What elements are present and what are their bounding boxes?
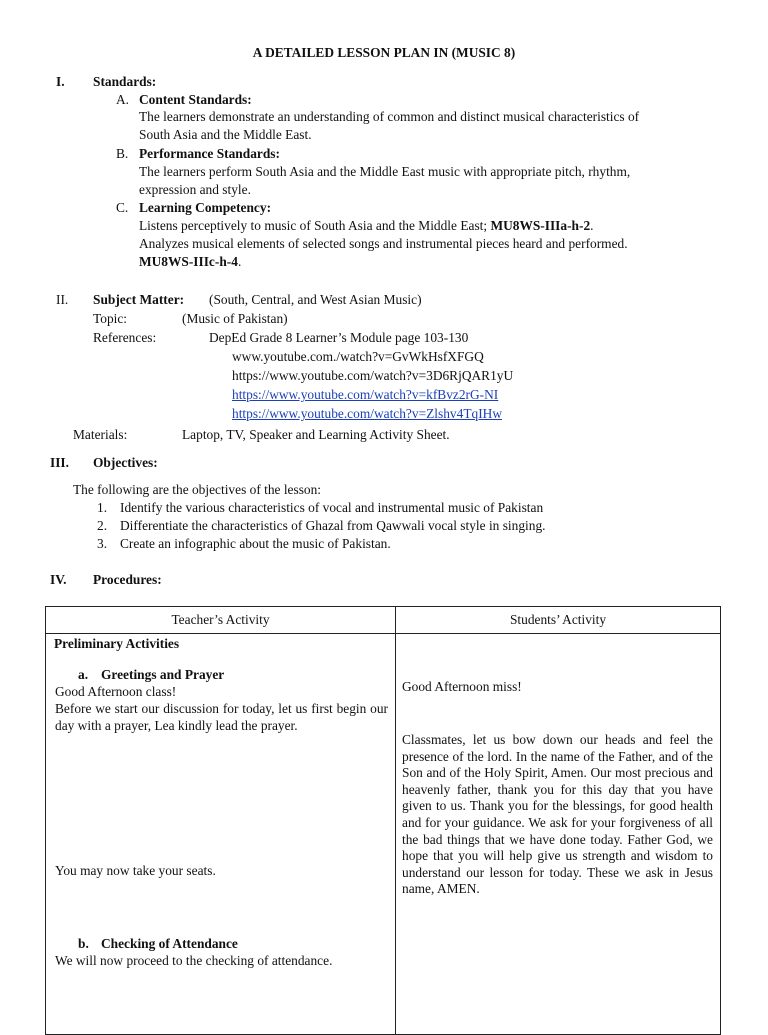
competency-text: Listens perceptively to music of South Asia and the Middle East; — [139, 218, 491, 233]
list-letter: A. — [116, 92, 130, 107]
students-activity-cell — [396, 634, 721, 1035]
student-prayer: Classmates, let us bow down our heads and feel the presence of the lord. In the name of the Father, and of the Son and of the Holy Spirit, Amen. Our most precious and heavenly father, thank you for this day that you have given to us. Thank you for the blessings, for good health and for your guidance. We ask for your forgiveness of all the bad things that we have done today. Father God, we hope that you will help give us strength and wisdom to understand our lesson for today. These we ask in Jesus name, AMEN. — [402, 732, 713, 897]
section-numeral: III. — [50, 455, 69, 470]
preliminary-activities-heading: Preliminary Activities — [54, 636, 180, 651]
learning-competency-text: Analyzes musical elements of selected songs and instrumental pieces heard and performed. — [139, 236, 628, 251]
learning-competency-heading: Learning Competency: — [139, 200, 272, 215]
learning-competency-text — [139, 253, 241, 271]
teacher-activity-header: Teacher’s Activity — [46, 607, 396, 634]
section-numeral: I. — [56, 74, 65, 89]
content-standards-text: South Asia and the Middle East. — [139, 127, 312, 142]
section-numeral: II. — [56, 292, 69, 307]
reference-link[interactable]: https://www.youtube.com/watch?v=Zlshv4TqIHw — [232, 406, 502, 421]
teacher-prayer-instruction: Before we start our discussion for today, let us first begin our day with a prayer, Lea kindly lead the prayer. — [55, 701, 388, 733]
references-label: References: — [93, 330, 157, 345]
students-activity-header: Students’ Activity — [396, 607, 721, 634]
reference-item: www.youtube.com./watch?v=GvWkHsfXFGQ — [232, 349, 484, 364]
section-numeral: IV. — [50, 572, 67, 587]
competency-code: MU8WS-IIIa-h-2 — [490, 218, 591, 233]
materials-value: Laptop, TV, Speaker and Learning Activity Sheet. — [182, 427, 450, 442]
subject-matter-value: (South, Central, and West Asian Music) — [209, 292, 422, 307]
attendance-heading: Checking of Attendance — [101, 936, 238, 951]
objective-number: 3. — [97, 536, 108, 551]
procedures-table — [45, 606, 721, 1035]
reference-item: DepEd Grade 8 Learner’s Module page 103-130 — [209, 330, 469, 345]
objective-item: Differentiate the characteristics of Ghazal from Qawwali vocal style in singing. — [120, 518, 546, 533]
objective-item: Identify the various characteristics of vocal and instrumental music of Pakistan — [120, 500, 544, 515]
performance-standards-heading: Performance Standards: — [139, 146, 280, 161]
competency-code: MU8WS-IIIc-h-4 — [139, 254, 238, 269]
materials-label: Materials: — [73, 427, 128, 442]
teacher-attendance-instruction: We will now proceed to the checking of attendance. — [55, 953, 333, 968]
objective-item: Create an infographic about the music of Pakistan. — [120, 536, 391, 551]
list-letter: a. — [78, 667, 89, 682]
objective-number: 1. — [97, 500, 108, 515]
competency-punct: . — [590, 218, 594, 233]
performance-standards-text: expression and style. — [139, 182, 251, 197]
objective-number: 2. — [97, 518, 108, 533]
teacher-seats-instruction: You may now take your seats. — [55, 863, 216, 878]
section-heading-procedures: Procedures: — [93, 572, 162, 587]
topic-label: Topic: — [93, 311, 128, 326]
list-letter: B. — [116, 146, 129, 161]
student-greeting: Good Afternoon miss! — [402, 679, 522, 694]
page-title: A DETAILED LESSON PLAN IN (MUSIC 8) — [252, 45, 516, 60]
reference-link[interactable]: https://www.youtube.com/watch?v=kfBvz2rG-NI — [232, 387, 499, 402]
learning-competency-text — [139, 217, 594, 235]
list-letter: C. — [116, 200, 129, 215]
section-heading-objectives: Objectives: — [93, 455, 158, 470]
reference-item: https://www.youtube.com/watch?v=3D6RjQAR1yU — [232, 368, 514, 383]
teacher-activity-cell — [46, 634, 396, 1035]
competency-punct: . — [237, 254, 242, 269]
performance-standards-text: The learners perform South Asia and the Middle East music with appropriate pitch, rhythm, — [139, 164, 631, 179]
section-heading-subject-matter: Subject Matter: — [93, 292, 185, 307]
teacher-greeting: Good Afternoon class! — [55, 684, 177, 699]
topic-value: (Music of Pakistan) — [182, 311, 288, 326]
greetings-prayer-heading: Greetings and Prayer — [101, 667, 225, 682]
content-standards-text: The learners demonstrate an understanding of common and distinct musical characteristics of — [139, 109, 640, 124]
list-letter: b. — [78, 936, 89, 951]
section-heading-standards: Standards: — [93, 74, 157, 89]
content-standards-heading: Content Standards: — [139, 92, 252, 107]
objectives-intro: The following are the objectives of the lesson: — [73, 482, 322, 497]
